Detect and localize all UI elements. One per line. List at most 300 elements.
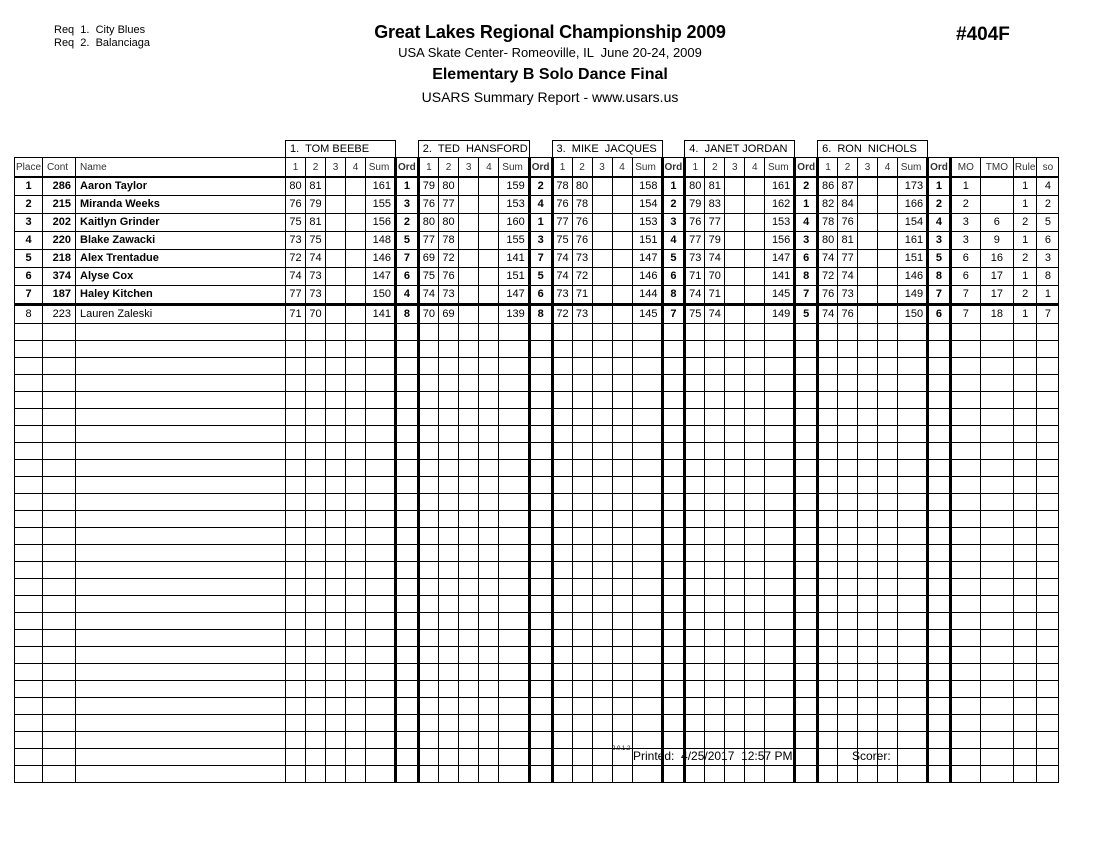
empty-cell	[479, 392, 499, 409]
empty-cell	[685, 528, 705, 545]
empty-cell	[950, 579, 980, 596]
empty-cell	[572, 715, 592, 732]
empty-cell	[898, 681, 928, 698]
empty-cell	[76, 426, 286, 443]
empty-cell	[43, 698, 76, 715]
judge-col-header: 3	[459, 158, 479, 178]
empty-cell	[479, 443, 499, 460]
score-cell	[346, 177, 366, 196]
empty-cell	[43, 409, 76, 426]
empty-cell	[632, 528, 662, 545]
final-cell: 6	[1037, 232, 1059, 250]
empty-cell	[459, 443, 479, 460]
sum-cell: 147	[366, 268, 396, 286]
empty-cell	[459, 341, 479, 358]
empty-cell	[499, 664, 529, 681]
judge-name-cell: 4. JANET JORDAN	[685, 141, 795, 158]
sum-cell: 141	[366, 305, 396, 324]
cont-cell: 202	[43, 214, 76, 232]
sum-cell: 160	[499, 214, 529, 232]
empty-cell	[366, 664, 396, 681]
empty-cell	[366, 749, 396, 766]
empty-cell	[898, 732, 928, 749]
score-cell	[878, 232, 898, 250]
empty-cell	[529, 681, 552, 698]
empty-cell	[592, 630, 612, 647]
empty-cell	[662, 545, 685, 562]
empty-cell	[662, 630, 685, 647]
empty-cell	[662, 613, 685, 630]
empty-cell	[438, 358, 458, 375]
result-row	[15, 268, 1059, 286]
empty-cell	[418, 630, 438, 647]
score-cell	[479, 268, 499, 286]
empty-cell	[745, 511, 765, 528]
score-cell: 80	[818, 232, 838, 250]
empty-cell	[306, 528, 326, 545]
score-cell	[745, 214, 765, 232]
empty-cell	[459, 630, 479, 647]
empty-cell	[662, 494, 685, 511]
empty-cell	[705, 511, 725, 528]
empty-cell	[306, 392, 326, 409]
empty-cell	[396, 596, 419, 613]
empty-cell	[15, 562, 43, 579]
empty-cell	[705, 613, 725, 630]
empty-cell	[459, 766, 479, 783]
empty-cell	[1013, 341, 1037, 358]
final-cell: 6	[950, 268, 980, 286]
empty-cell	[286, 647, 306, 664]
empty-cell	[1013, 511, 1037, 528]
empty-cell	[685, 494, 705, 511]
score-cell	[326, 305, 346, 324]
ord-cell: 3	[396, 196, 419, 214]
empty-cell	[552, 460, 572, 477]
venue-line: USA Skate Center- Romeoville, IL June 20-24, 2009	[398, 45, 702, 60]
empty-cell	[1037, 392, 1059, 409]
score-cell	[346, 250, 366, 268]
judge-col-header: 1	[685, 158, 705, 178]
score-cell: 70	[306, 305, 326, 324]
empty-cell	[612, 511, 632, 528]
empty-cell	[459, 698, 479, 715]
empty-cell	[499, 494, 529, 511]
sum-cell: 151	[499, 268, 529, 286]
empty-cell	[950, 477, 980, 494]
empty-cell	[76, 630, 286, 647]
empty-cell	[1013, 732, 1037, 749]
empty-row	[15, 324, 1059, 341]
empty-cell	[950, 613, 980, 630]
empty-cell	[898, 528, 928, 545]
empty-cell	[1013, 375, 1037, 392]
empty-cell	[438, 528, 458, 545]
score-cell	[725, 305, 745, 324]
empty-cell	[898, 613, 928, 630]
results-table-wrap	[14, 140, 1059, 783]
empty-cell	[1037, 596, 1059, 613]
empty-cell	[928, 477, 951, 494]
empty-cell	[898, 664, 928, 681]
empty-cell	[286, 630, 306, 647]
empty-cell	[685, 579, 705, 596]
empty-cell	[552, 613, 572, 630]
empty-cell	[818, 579, 838, 596]
empty-cell	[459, 596, 479, 613]
empty-cell	[745, 562, 765, 579]
final-cell: 2	[1037, 196, 1059, 214]
empty-cell	[765, 664, 795, 681]
empty-cell	[662, 698, 685, 715]
empty-cell	[928, 579, 951, 596]
empty-cell	[765, 511, 795, 528]
empty-cell	[326, 409, 346, 426]
score-cell	[459, 196, 479, 214]
sum-cell: 161	[366, 177, 396, 196]
empty-cell	[43, 681, 76, 698]
empty-cell	[818, 460, 838, 477]
score-cell	[346, 305, 366, 324]
empty-cell	[705, 579, 725, 596]
empty-cell	[43, 596, 76, 613]
empty-cell	[632, 630, 662, 647]
empty-cell	[795, 579, 818, 596]
empty-cell	[745, 341, 765, 358]
empty-cell	[705, 545, 725, 562]
empty-cell	[479, 545, 499, 562]
empty-cell	[366, 681, 396, 698]
sum-cell: 147	[499, 286, 529, 305]
empty-cell	[795, 749, 818, 766]
empty-cell	[306, 375, 326, 392]
empty-cell	[346, 443, 366, 460]
empty-cell	[326, 477, 346, 494]
empty-row	[15, 528, 1059, 545]
empty-cell	[795, 698, 818, 715]
empty-cell	[632, 681, 662, 698]
empty-cell	[15, 681, 43, 698]
score-cell	[878, 250, 898, 268]
empty-cell	[725, 409, 745, 426]
empty-cell	[438, 715, 458, 732]
final-cell: 2	[1013, 250, 1037, 268]
empty-cell	[286, 324, 306, 341]
score-cell: 74	[818, 250, 838, 268]
empty-cell	[306, 647, 326, 664]
empty-cell	[705, 392, 725, 409]
empty-cell	[838, 494, 858, 511]
score-cell: 76	[685, 214, 705, 232]
empty-cell	[765, 324, 795, 341]
empty-cell	[15, 596, 43, 613]
empty-cell	[705, 562, 725, 579]
empty-cell	[612, 545, 632, 562]
empty-cell	[795, 766, 818, 783]
final-cell: 3	[1037, 250, 1059, 268]
empty-cell	[479, 715, 499, 732]
empty-cell	[662, 341, 685, 358]
empty-cell	[858, 715, 878, 732]
empty-cell	[725, 443, 745, 460]
judge-col-header: 2	[838, 158, 858, 178]
empty-cell	[15, 630, 43, 647]
score-cell: 80	[438, 214, 458, 232]
score-cell: 82	[818, 196, 838, 214]
score-cell	[878, 305, 898, 324]
empty-cell	[479, 630, 499, 647]
sum-cell: 141	[765, 268, 795, 286]
final-cell: 2	[1013, 214, 1037, 232]
empty-cell	[438, 749, 458, 766]
empty-cell	[346, 528, 366, 545]
empty-cell	[1037, 375, 1059, 392]
judge-col-header: Ord	[529, 158, 552, 178]
empty-cell	[818, 426, 838, 443]
empty-cell	[818, 443, 838, 460]
empty-cell	[685, 409, 705, 426]
empty-cell	[306, 766, 326, 783]
empty-cell	[858, 341, 878, 358]
empty-cell	[950, 409, 980, 426]
empty-cell	[366, 647, 396, 664]
empty-cell	[765, 477, 795, 494]
sum-cell: 145	[632, 305, 662, 324]
empty-cell	[529, 409, 552, 426]
empty-cell	[745, 409, 765, 426]
sum-cell: 146	[632, 268, 662, 286]
empty-cell	[326, 358, 346, 375]
empty-cell	[980, 528, 1013, 545]
empty-cell	[306, 698, 326, 715]
empty-cell	[438, 511, 458, 528]
empty-cell	[705, 715, 725, 732]
empty-cell	[529, 324, 552, 341]
empty-cell	[499, 698, 529, 715]
sum-cell: 161	[898, 232, 928, 250]
empty-cell	[685, 460, 705, 477]
empty-cell	[878, 613, 898, 630]
empty-cell	[418, 749, 438, 766]
empty-cell	[928, 460, 951, 477]
empty-cell	[928, 766, 951, 783]
empty-cell	[418, 579, 438, 596]
cont-cell: 374	[43, 268, 76, 286]
empty-cell	[980, 392, 1013, 409]
judge-col-header: 4	[745, 158, 765, 178]
empty-cell	[529, 579, 552, 596]
score-cell	[592, 177, 612, 196]
empty-cell	[795, 375, 818, 392]
empty-cell	[76, 596, 286, 613]
empty-cell	[479, 596, 499, 613]
empty-cell	[76, 664, 286, 681]
empty-cell	[745, 477, 765, 494]
score-cell: 73	[685, 250, 705, 268]
sum-cell: 148	[366, 232, 396, 250]
empty-cell	[438, 545, 458, 562]
empty-cell	[326, 528, 346, 545]
empty-cell	[592, 392, 612, 409]
empty-cell	[592, 715, 612, 732]
empty-cell	[662, 715, 685, 732]
empty-cell	[529, 766, 552, 783]
empty-cell	[1013, 409, 1037, 426]
empty-cell	[418, 766, 438, 783]
empty-cell	[858, 426, 878, 443]
empty-cell	[950, 443, 980, 460]
empty-cell	[685, 613, 705, 630]
empty-cell	[795, 681, 818, 698]
score-cell: 76	[286, 196, 306, 214]
empty-cell	[838, 426, 858, 443]
empty-cell	[705, 766, 725, 783]
empty-cell	[479, 494, 499, 511]
empty-cell	[459, 392, 479, 409]
empty-cell	[898, 596, 928, 613]
score-cell: 75	[306, 232, 326, 250]
empty-cell	[745, 545, 765, 562]
score-cell	[479, 250, 499, 268]
empty-cell	[858, 477, 878, 494]
empty-cell	[76, 698, 286, 715]
empty-cell	[632, 545, 662, 562]
empty-cell	[725, 358, 745, 375]
empty-cell	[306, 715, 326, 732]
name-header: Name	[76, 158, 286, 178]
empty-cell	[838, 460, 858, 477]
empty-cell	[479, 375, 499, 392]
empty-cell	[43, 460, 76, 477]
ord-cell: 8	[795, 268, 818, 286]
empty-cell	[1037, 613, 1059, 630]
empty-cell	[725, 528, 745, 545]
empty-cell	[418, 358, 438, 375]
ord-cell: 4	[529, 196, 552, 214]
judge-col-header: 4	[612, 158, 632, 178]
empty-cell	[76, 341, 286, 358]
empty-cell	[705, 477, 725, 494]
empty-cell	[632, 715, 662, 732]
score-cell: 86	[818, 177, 838, 196]
score-cell: 87	[838, 177, 858, 196]
score-cell: 69	[438, 305, 458, 324]
empty-cell	[632, 732, 662, 749]
empty-cell	[950, 528, 980, 545]
empty-cell	[745, 392, 765, 409]
empty-cell	[438, 375, 458, 392]
empty-cell	[479, 749, 499, 766]
empty-cell	[15, 341, 43, 358]
empty-cell	[1013, 681, 1037, 698]
empty-cell	[725, 732, 745, 749]
sum-cell: 147	[765, 250, 795, 268]
empty-cell	[662, 358, 685, 375]
ord-cell: 2	[795, 177, 818, 196]
score-cell	[459, 214, 479, 232]
empty-cell	[479, 409, 499, 426]
empty-cell	[662, 664, 685, 681]
empty-cell	[15, 494, 43, 511]
final-cell: 2	[950, 196, 980, 214]
empty-cell	[765, 562, 795, 579]
empty-cell	[818, 664, 838, 681]
ord-cell: 8	[529, 305, 552, 324]
sum-cell: 156	[765, 232, 795, 250]
empty-cell	[479, 732, 499, 749]
empty-cell	[326, 647, 346, 664]
judge-col-header: 3	[326, 158, 346, 178]
score-cell	[326, 250, 346, 268]
empty-cell	[1013, 698, 1037, 715]
empty-cell	[15, 409, 43, 426]
judge-col-header: 4	[346, 158, 366, 178]
empty-cell	[685, 562, 705, 579]
empty-cell	[950, 562, 980, 579]
empty-cell	[529, 732, 552, 749]
empty-row	[15, 698, 1059, 715]
empty-cell	[306, 443, 326, 460]
empty-cell	[898, 375, 928, 392]
score-cell	[326, 268, 346, 286]
empty-cell	[15, 613, 43, 630]
sum-cell: 161	[765, 177, 795, 196]
empty-row	[15, 715, 1059, 732]
empty-cell	[662, 528, 685, 545]
empty-cell	[765, 766, 795, 783]
empty-cell	[858, 613, 878, 630]
score-cell: 75	[418, 268, 438, 286]
score-cell	[725, 250, 745, 268]
empty-cell	[366, 477, 396, 494]
score-cell: 76	[838, 214, 858, 232]
score-cell	[346, 196, 366, 214]
empty-cell	[1037, 358, 1059, 375]
empty-cell	[795, 664, 818, 681]
empty-cell	[572, 562, 592, 579]
score-cell: 74	[552, 268, 572, 286]
empty-cell	[459, 494, 479, 511]
empty-cell	[438, 664, 458, 681]
empty-cell	[612, 426, 632, 443]
empty-cell	[878, 460, 898, 477]
empty-cell	[838, 341, 858, 358]
empty-cell	[286, 375, 306, 392]
ord-cell: 6	[529, 286, 552, 305]
empty-cell	[76, 579, 286, 596]
score-cell: 71	[572, 286, 592, 305]
score-cell	[326, 232, 346, 250]
empty-cell	[1013, 358, 1037, 375]
empty-cell	[366, 324, 396, 341]
empty-cell	[326, 732, 346, 749]
empty-cell	[306, 460, 326, 477]
empty-cell	[818, 392, 838, 409]
empty-cell	[795, 613, 818, 630]
empty-cell	[43, 766, 76, 783]
empty-cell	[795, 630, 818, 647]
place-cell: 5	[15, 250, 43, 268]
ord-cell: 2	[396, 214, 419, 232]
empty-cell	[745, 460, 765, 477]
empty-cell	[499, 324, 529, 341]
empty-cell	[326, 562, 346, 579]
empty-cell	[438, 681, 458, 698]
score-cell: 72	[572, 268, 592, 286]
empty-cell	[858, 630, 878, 647]
empty-cell	[795, 341, 818, 358]
empty-row	[15, 358, 1059, 375]
